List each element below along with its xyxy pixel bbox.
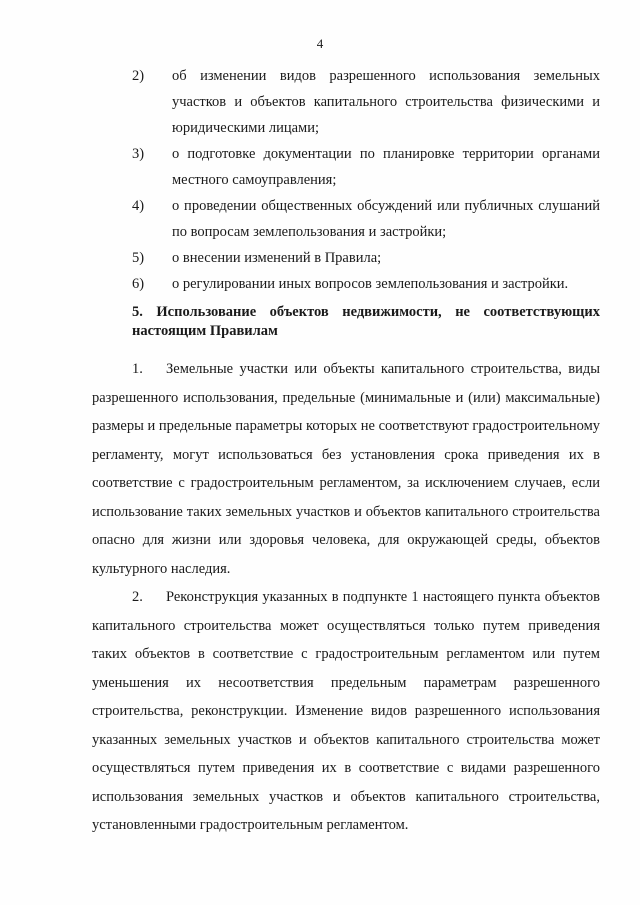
section-paragraph <box>92 355 600 583</box>
paragraph-number: 2. <box>132 589 143 605</box>
list-item-text: о внесении изменений в Правила; <box>172 250 382 266</box>
list-item <box>92 63 600 141</box>
section-heading: 5. Использование объектов недвижимости, не соответствующих настоящим Правилам <box>132 304 600 339</box>
list-item-text: о проведении общественных обсуждений или публичных слушаний по вопросам землепользования и застройки; <box>172 198 600 240</box>
list-item <box>92 245 600 271</box>
list-item-number: 2) <box>132 68 145 84</box>
list-item-text: о регулировании иных вопросов землепользования и застройки. <box>172 276 569 292</box>
list-item-number: 4) <box>132 198 145 214</box>
paragraph-text: Реконструкция указанных в подпункте 1 настоящего пункта объектов капитального строительства может осуществляться только путем приведения таких объектов в соответствие с градостроительным регламентом или путем уменьшения их несоответствия предельным параметрам разрешенного строительства, реконструкции. Изменение видов разрешенного использования указанных земельных участков и объектов капитального строительства может осуществляться путем приведения их в соответствие с видами разрешенного использования земельных участков и объектов капитального строительства, установленными градостроительным регламентом. <box>92 589 600 833</box>
list-item <box>92 193 600 245</box>
list-item <box>92 271 600 297</box>
list-item-number: 6) <box>132 276 145 292</box>
document-content <box>92 63 600 840</box>
list-item <box>92 141 600 193</box>
section-paragraph <box>92 583 600 840</box>
page-number: 4 <box>316 36 324 51</box>
list-item-number: 5) <box>132 250 145 266</box>
list-item-text: об изменении видов разрешенного использования земельных участков и объектов капитального строительства физическими и юридическими лицами; <box>172 68 600 136</box>
paragraph-text: Земельные участки или объекты капитального строительства, виды разрешенного использования, предельные (минимальные и (или) максимальные) размеры и предельные параметры которых не соответствуют градостроительному регламенту, могут использоваться без установления срока приведения их в соответствие с градостроительным регламентом, за исключением случаев, если использование таких земельных участков и объектов капитального строительства опасно для жизни или здоровья человека, для окружающей среды, объектов культурного наследия. <box>92 361 600 577</box>
list-item-number: 3) <box>132 146 145 162</box>
paragraph-number: 1. <box>132 361 143 377</box>
list-item-text: о подготовке документации по планировке территории органами местного самоуправления; <box>172 146 600 188</box>
